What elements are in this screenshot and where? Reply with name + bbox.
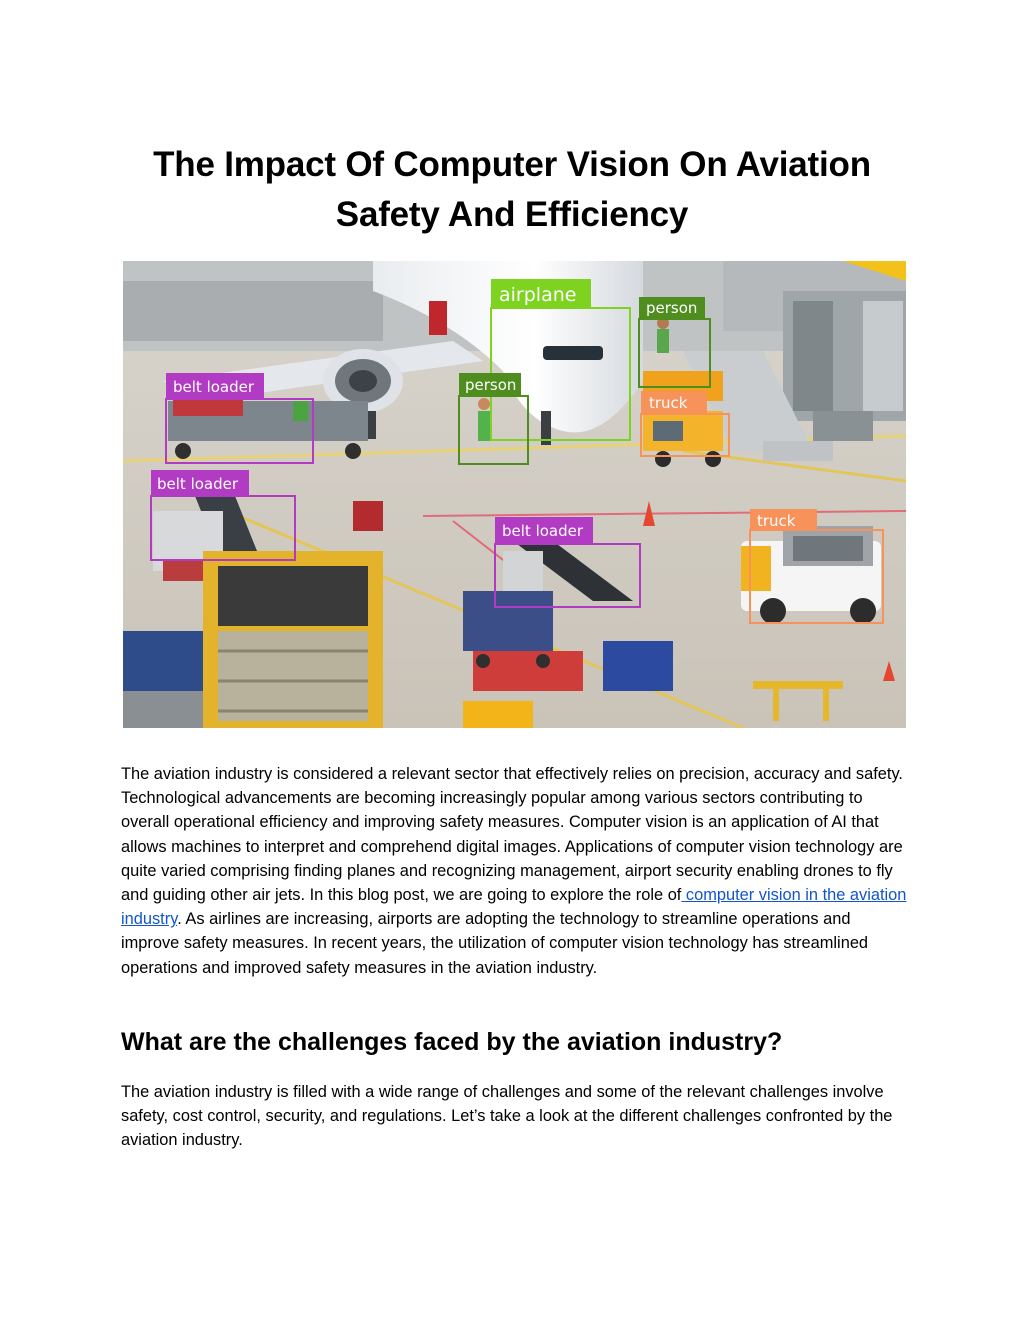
intro-text-continued: . As airlines are increasing, airports are adopting the technology to streamline operations and improve safety measures. In recent years, the utilization of computer vision technology has streamlined operations and improved safety measures in the aviation industry.: [121, 910, 869, 977]
computer-vision-aviation-link[interactable]: computer vision in the aviation industry: [121, 886, 907, 929]
hero-image: [123, 261, 906, 728]
page-title: The Impact Of Computer Vision On Aviation Safety And Efficiency: [153, 145, 871, 234]
detection-label-airplane: airplane: [499, 284, 577, 306]
detection-label-belt-loader: belt loader: [157, 475, 239, 493]
detection-label-belt-loader: belt loader: [502, 522, 584, 540]
detection-label-person: person: [465, 376, 517, 394]
intro-text: The aviation industry is considered a relevant sector that effectively relies on precision, accuracy and safety. Technological advancements are becoming increasingly popular among various sectors contributing to overall operational efficiency and improving safety measures. Computer vision is an application of AI that allows machines to interpret and comprehend digital images. Applications of computer vision technology are quite varied comprising finding planes and recognizing management, airport security enabling drones to fly and guiding other air jets. In this blog post, we are going to explore the role of: [121, 765, 903, 905]
detection-label-truck: truck: [757, 512, 796, 530]
detection-label-belt-loader: belt loader: [173, 378, 255, 396]
detection-label-truck: truck: [649, 394, 688, 412]
section-heading: What are the challenges faced by the aviation industry?: [121, 1028, 783, 1056]
intro-paragraph: [121, 762, 911, 980]
detection-label-person: person: [646, 299, 698, 317]
challenges-paragraph: The aviation industry is filled with a wide range of challenges and some of the relevant challenges involve safety, cost control, security, and regulations. Let’s take a look at the different challenges confronted by the aviation industry.: [121, 1083, 893, 1150]
